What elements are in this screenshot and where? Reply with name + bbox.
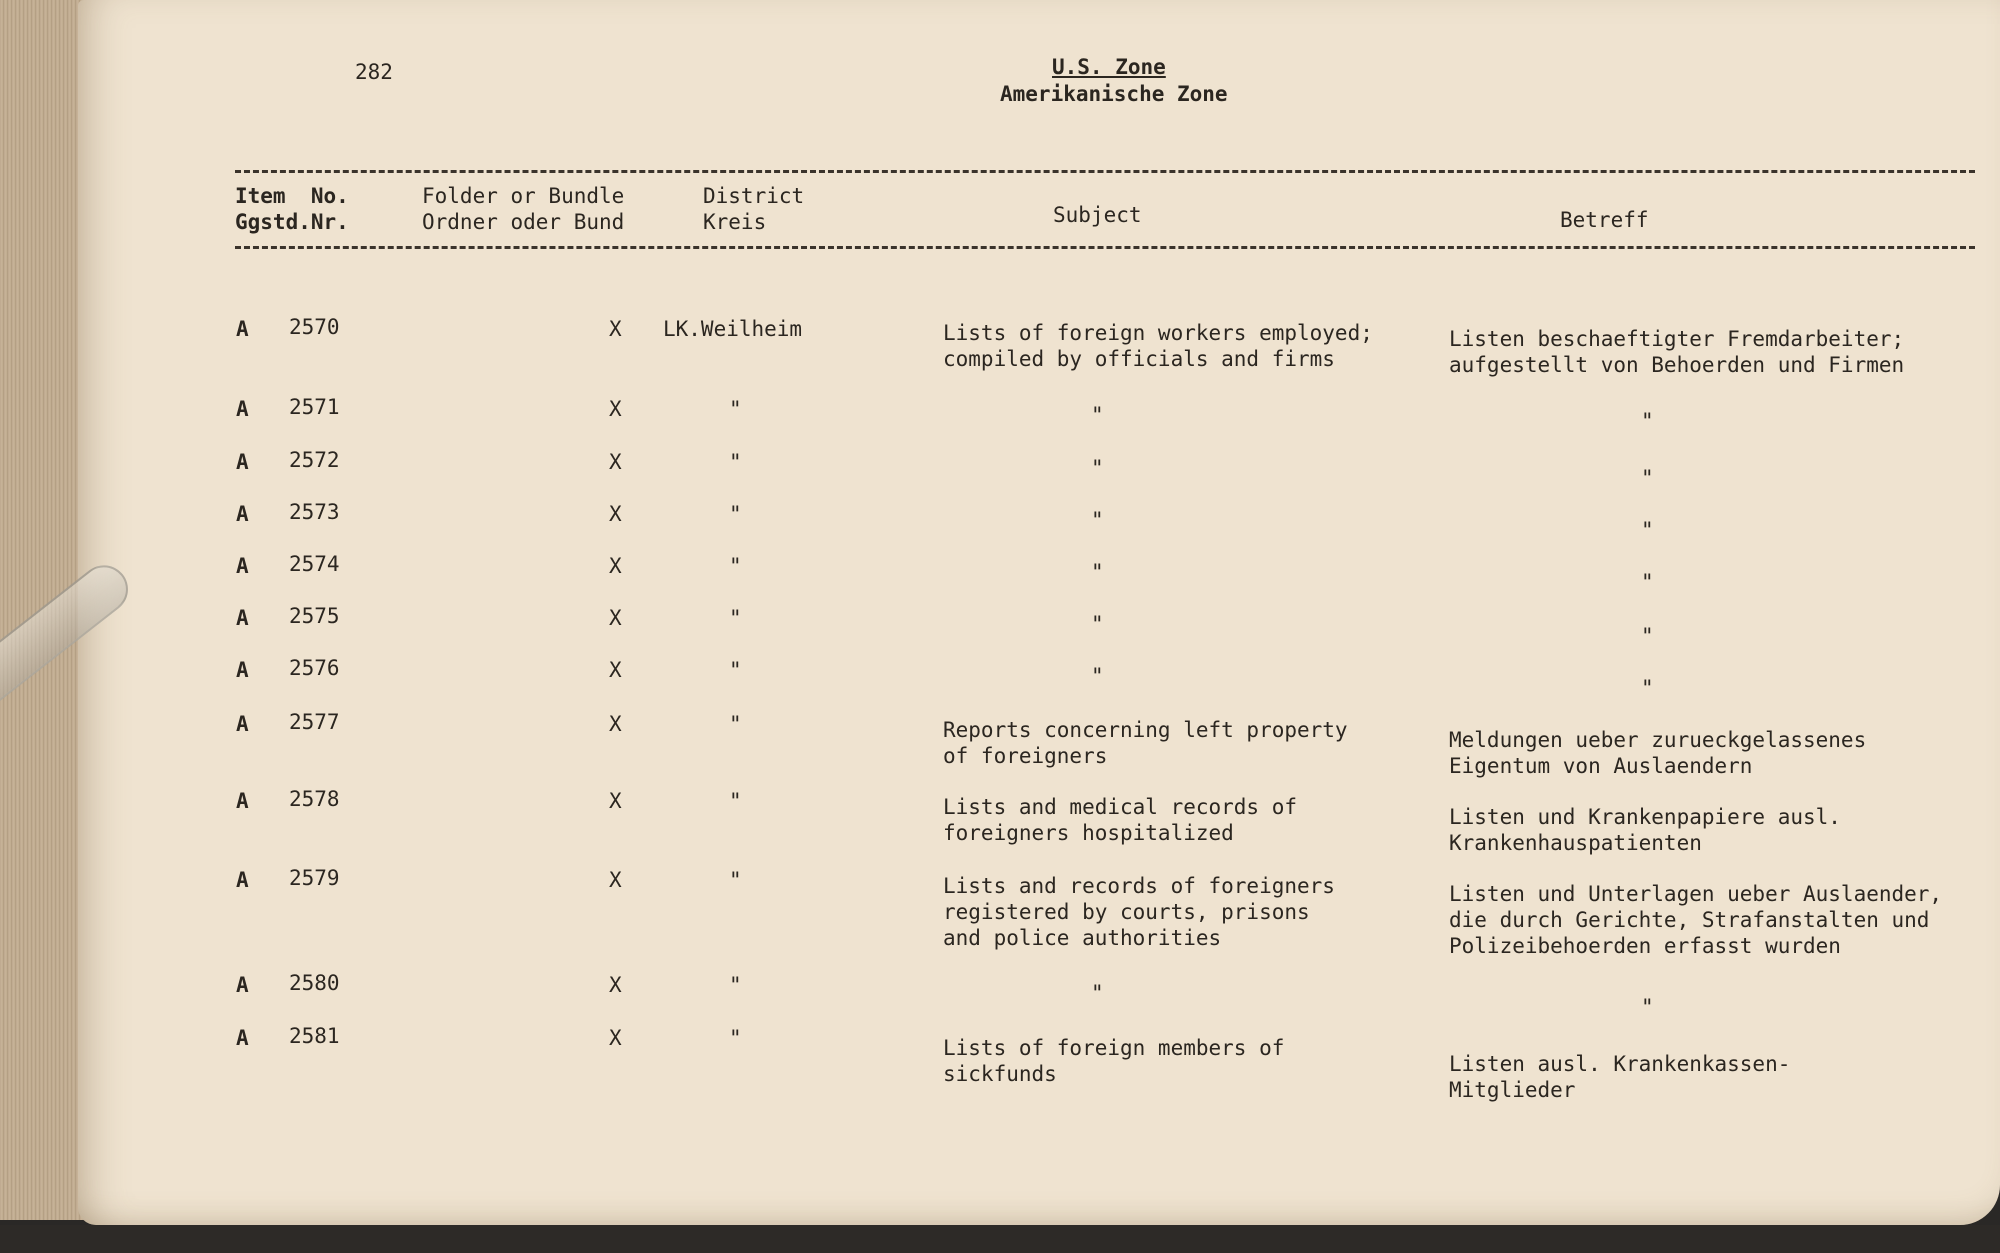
district: " <box>729 658 742 682</box>
betreff: " <box>1641 570 1654 594</box>
header-rule-top <box>235 170 1975 173</box>
folder-mark: X <box>609 554 622 578</box>
header-item-no: Item No. Ggstd.Nr. <box>235 184 349 234</box>
betreff: " <box>1641 466 1654 490</box>
item-number: 2572 <box>289 448 340 472</box>
header-district: District Kreis <box>703 184 805 234</box>
betreff: " <box>1641 409 1654 433</box>
district: " <box>729 554 742 578</box>
item-letter: A <box>236 658 249 682</box>
subject: " <box>1091 664 1104 688</box>
subject: " <box>1091 456 1104 480</box>
zone-title: U.S. Zone <box>1052 55 1166 79</box>
betreff: " <box>1641 995 1654 1019</box>
folder-mark: X <box>609 606 622 630</box>
item-number: 2576 <box>289 656 340 680</box>
district: " <box>729 450 742 474</box>
subject: " <box>1091 981 1104 1005</box>
betreff: Listen ausl. Krankenkassen- Mitglieder <box>1449 1052 1791 1102</box>
item-number: 2578 <box>289 787 340 811</box>
item-number: 2580 <box>289 971 340 995</box>
district: " <box>729 789 742 813</box>
item-letter: A <box>236 317 249 341</box>
header-betreff: Betreff <box>1560 208 1649 232</box>
subject: " <box>1091 508 1104 532</box>
subject: Lists of foreign workers employed; compiled by officials and firms <box>943 321 1373 371</box>
district: " <box>729 502 742 526</box>
folder-mark: X <box>609 658 622 682</box>
item-letter: A <box>236 1026 249 1050</box>
folder-mark: X <box>609 868 622 892</box>
subject: " <box>1091 403 1104 427</box>
subject: Lists of foreign members of sickfunds <box>943 1036 1285 1086</box>
subject: " <box>1091 612 1104 636</box>
item-number: 2577 <box>289 710 340 734</box>
folder-mark: X <box>609 1026 622 1050</box>
district: LK.Weilheim <box>663 317 803 341</box>
district: " <box>729 712 742 736</box>
item-letter: A <box>236 554 249 578</box>
item-letter: A <box>236 789 249 813</box>
subject: Lists and medical records of foreigners hospitalized <box>943 795 1298 845</box>
item-letter: A <box>236 397 249 421</box>
header-subject: Subject <box>1053 203 1142 227</box>
item-number: 2579 <box>289 866 340 890</box>
betreff: " <box>1641 518 1654 542</box>
item-letter: A <box>236 450 249 474</box>
folder-mark: X <box>609 973 622 997</box>
folder-mark: X <box>609 712 622 736</box>
subject: Reports concerning left property of foreigners <box>943 718 1348 768</box>
header-rule-bottom <box>235 246 1975 249</box>
item-letter: A <box>236 502 249 526</box>
betreff: Listen beschaeftigter Fremdarbeiter; aufgestellt von Behoerden und Firmen <box>1449 327 1905 377</box>
item-number: 2573 <box>289 500 340 524</box>
folder-mark: X <box>609 502 622 526</box>
item-number: 2574 <box>289 552 340 576</box>
item-letter: A <box>236 606 249 630</box>
header-folder: Folder or Bundle Ordner oder Bund <box>422 184 625 234</box>
betreff: Listen und Unterlagen ueber Auslaender, die durch Gerichte, Strafanstalten und Polizeibehoerden erfasst wurden <box>1449 882 1943 958</box>
betreff: " <box>1641 624 1654 648</box>
item-number: 2571 <box>289 395 340 419</box>
folder-mark: X <box>609 317 622 341</box>
district: " <box>729 868 742 892</box>
subject: Lists and records of foreigners registered by courts, prisons and police authorities <box>943 874 1335 950</box>
district: " <box>729 397 742 421</box>
item-number: 2575 <box>289 604 340 628</box>
item-letter: A <box>236 973 249 997</box>
zone-subtitle: Amerikanische Zone <box>1000 82 1228 106</box>
item-number: 2581 <box>289 1024 340 1048</box>
district: " <box>729 606 742 630</box>
subject: " <box>1091 560 1104 584</box>
item-letter: A <box>236 712 249 736</box>
betreff: Meldungen ueber zurueckgelassenes Eigentum von Auslaendern <box>1449 728 1867 778</box>
folder-mark: X <box>609 450 622 474</box>
item-number: 2570 <box>289 315 340 339</box>
district: " <box>729 973 742 997</box>
betreff: " <box>1641 676 1654 700</box>
item-letter: A <box>236 868 249 892</box>
district: " <box>729 1026 742 1050</box>
betreff: Listen und Krankenpapiere ausl. Krankenhauspatienten <box>1449 805 1841 855</box>
page-number: 282 <box>355 60 393 84</box>
folder-mark: X <box>609 789 622 813</box>
folder-mark: X <box>609 397 622 421</box>
